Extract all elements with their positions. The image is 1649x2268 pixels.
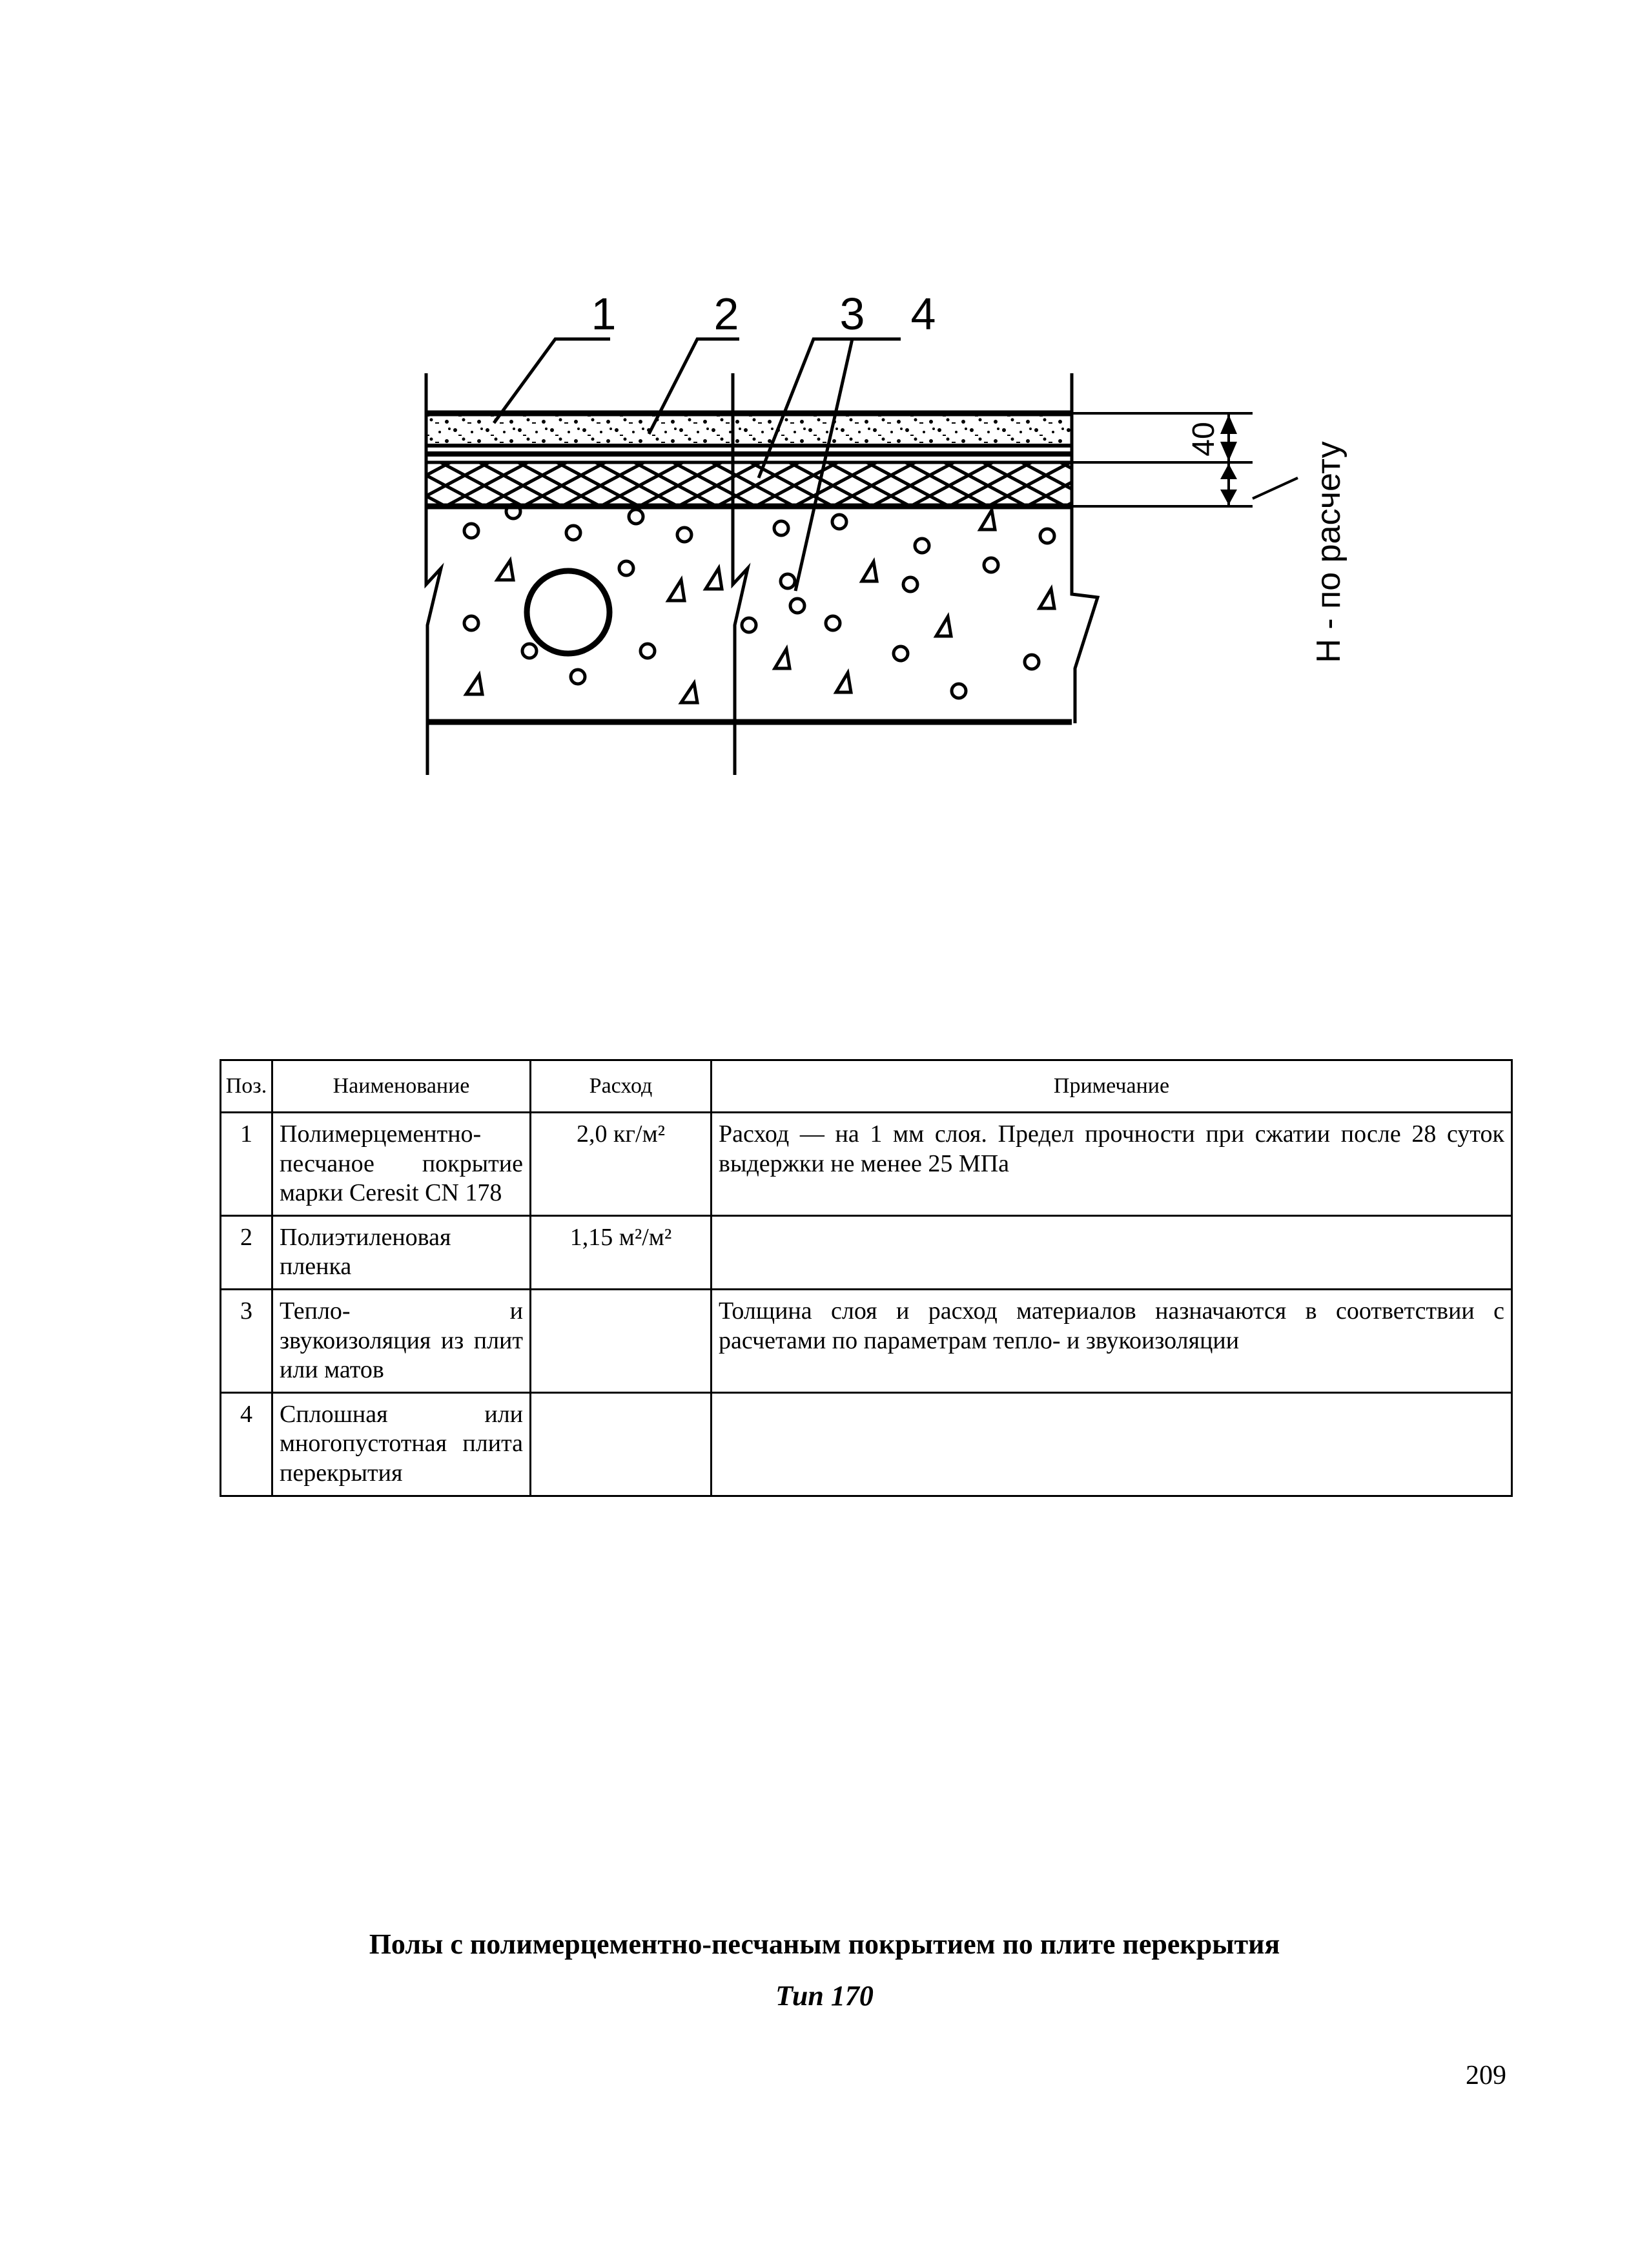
header-rate: Расход [531, 1060, 712, 1113]
thickness-note: H - по расчету [1310, 441, 1347, 663]
table-row [221, 1289, 1512, 1392]
cell-note [712, 1215, 1512, 1289]
dimension-40: 40 [1187, 422, 1221, 457]
table-row [221, 1215, 1512, 1289]
cell-rate: 2,0 кг/м² [531, 1113, 712, 1216]
dimension-arrows [1220, 415, 1237, 505]
cell-rate [531, 1289, 712, 1392]
floor-slab-layer [426, 504, 1072, 722]
topping-layer [426, 413, 1072, 446]
header-pos: Поз. [221, 1060, 272, 1113]
aggregate-circles [464, 504, 1054, 698]
cell-name: Полимерцементно-песчаное покрытие марки Ceresit CN 178 [272, 1113, 531, 1216]
callout-3: 3 [839, 289, 865, 339]
cell-name: Тепло- и звукоизоляция из плит или матов [272, 1289, 531, 1392]
cell-rate [531, 1392, 712, 1496]
cell-name: Полиэтиленовая пленка [272, 1215, 531, 1289]
cell-pos: 1 [221, 1113, 272, 1216]
table-row [221, 1392, 1512, 1496]
page-number: 209 [1466, 2061, 1506, 2090]
slab-void [527, 571, 609, 654]
callout-1: 1 [591, 289, 617, 339]
header-note: Примечание [712, 1060, 1512, 1113]
floor-section-drawing [0, 0, 1649, 840]
callout-2: 2 [713, 289, 739, 339]
dimension-lines [1072, 413, 1298, 506]
cell-note [712, 1392, 1512, 1496]
type-label: Тип 170 [775, 1980, 874, 2012]
insulation-layer [426, 462, 1072, 506]
cell-rate: 1,15 м²/м² [531, 1215, 712, 1289]
cell-name: Сплошная или многопустотная плита перекрытия [272, 1392, 531, 1496]
cell-pos: 2 [221, 1215, 272, 1289]
cell-pos: 3 [221, 1289, 272, 1392]
callout-4: 4 [910, 289, 936, 339]
cell-note: Расход — на 1 мм слоя. Предел прочности при сжатии после 28 суток выдержки не менее 25 МПа [712, 1113, 1512, 1216]
cell-pos: 4 [221, 1392, 272, 1496]
aggregate-triangles [466, 510, 1054, 703]
header-name: Наименование [272, 1060, 531, 1113]
table-row [221, 1113, 1512, 1216]
specification-table [220, 1059, 1513, 1497]
figure-caption: Полы с полимерцементно-песчаным покрытием по плите перекрытия [369, 1928, 1280, 1960]
cell-note: Толщина слоя и расход материалов назначаются в соответствии с расчетами по параметрам тепло- и звукоизоляции [712, 1289, 1512, 1392]
table-header-row [221, 1060, 1512, 1113]
